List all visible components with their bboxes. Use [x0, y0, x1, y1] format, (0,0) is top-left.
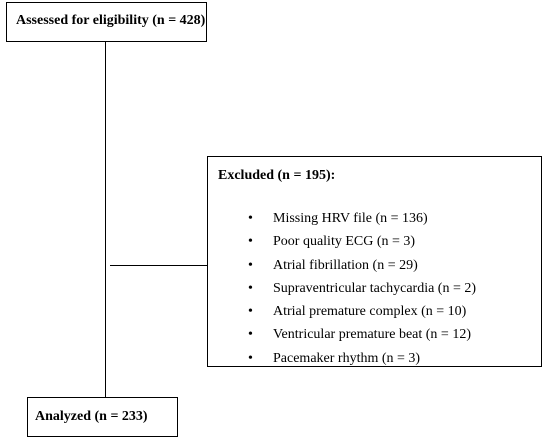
bullet-icon: •	[248, 211, 253, 226]
bullet-icon: •	[248, 280, 253, 296]
bullet-icon: •	[248, 350, 253, 366]
exclusion-item-label: Atrial premature complex (n = 10)	[273, 304, 467, 320]
analyzed-label: Analyzed (n = 233)	[35, 409, 148, 424]
exclusion-item-label: Missing HRV file (n = 136)	[273, 211, 428, 226]
exclusion-item	[248, 254, 476, 277]
bullet-icon: •	[248, 234, 253, 250]
excluded-title: Excluded (n = 195):	[218, 168, 336, 183]
exclusion-item	[248, 277, 476, 300]
assessed-box	[6, 2, 207, 42]
exclusion-item	[248, 300, 476, 323]
bullet-icon: •	[248, 327, 253, 343]
exclusion-item	[248, 230, 476, 253]
analyzed-box	[27, 397, 178, 437]
exclusion-item-label: Ventricular premature beat (n = 12)	[273, 327, 471, 343]
exclusion-item	[248, 207, 476, 230]
exclusion-item-label: Pacemaker rhythm (n = 3)	[273, 350, 421, 366]
excluded-box	[207, 156, 542, 367]
main-flow-connector	[105, 42, 106, 397]
exclusion-item	[248, 347, 476, 370]
bullet-icon: •	[248, 257, 253, 273]
exclusion-connector	[110, 265, 207, 266]
exclusion-item-label: Supraventricular tachycardia (n = 2)	[273, 280, 477, 296]
bullet-icon: •	[248, 304, 253, 320]
exclusion-item-label: Poor quality ECG (n = 3)	[273, 234, 416, 250]
assessed-label: Assessed for eligibility (n = 428)	[16, 13, 206, 28]
exclusion-item-label: Atrial fibrillation (n = 29)	[273, 257, 418, 273]
exclusion-item	[248, 323, 476, 346]
exclusion-list	[248, 207, 476, 370]
